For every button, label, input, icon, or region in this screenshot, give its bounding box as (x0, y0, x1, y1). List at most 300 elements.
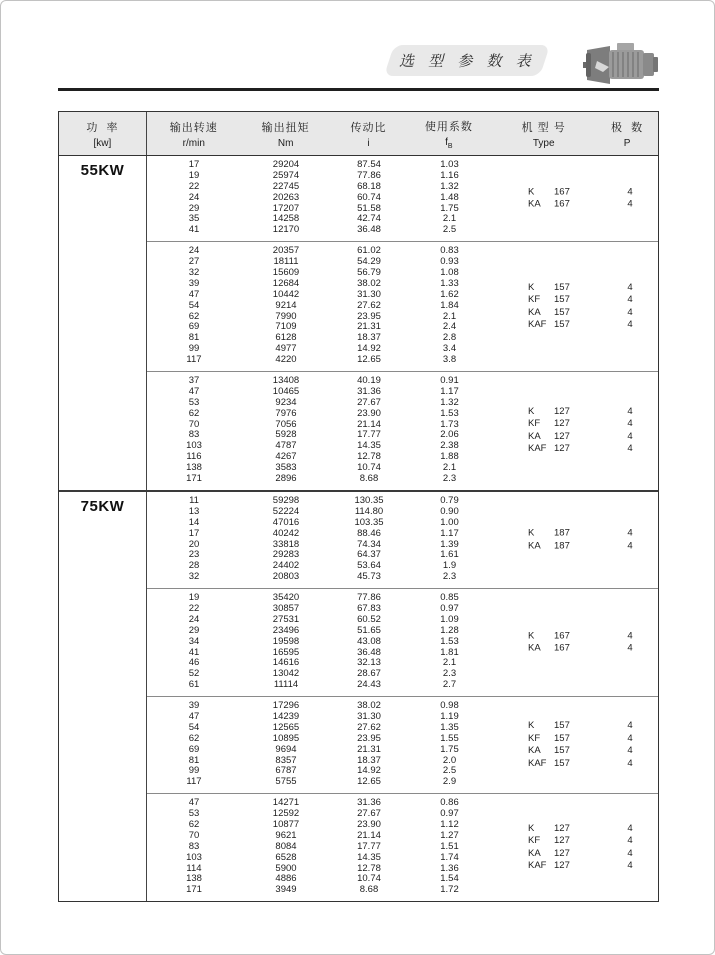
pole-count: 4 (627, 527, 633, 539)
output-speed-value: 171 (186, 473, 202, 485)
model-prefix: KA (528, 540, 541, 551)
output-speed-value: 62 (188, 407, 200, 419)
output-speed-value: 53 (188, 808, 200, 820)
model-list (492, 823, 659, 873)
model-series: 187 (554, 527, 570, 539)
power-section (59, 490, 658, 901)
power-cell (59, 156, 147, 490)
data-row (147, 496, 658, 507)
ratio-value: 53.64 (357, 560, 381, 572)
data-row (147, 507, 658, 518)
title-badge (384, 45, 550, 76)
column-header-unit: [kw] (93, 137, 112, 149)
ratio-value: 17.77 (357, 429, 381, 441)
service-factor-value: 2.9 (442, 776, 457, 788)
ratio-value: 32.13 (357, 657, 381, 669)
service-factor-value: 1.12 (440, 818, 459, 830)
model-list (492, 720, 659, 770)
column-header (147, 112, 241, 155)
output-speed-value: 54 (188, 721, 200, 733)
service-factor-value: 1.54 (440, 873, 459, 885)
model-list (492, 528, 659, 553)
data-row (147, 214, 658, 225)
service-factor-value: 1.62 (440, 288, 459, 300)
service-factor-value: 2.3 (442, 571, 457, 583)
service-factor-value: 2.06 (440, 429, 459, 441)
output-torque-value: 3583 (275, 462, 297, 474)
output-torque-value: 13408 (272, 375, 300, 387)
service-factor-value: 2.1 (442, 657, 457, 669)
output-torque-value: 4267 (275, 451, 297, 463)
output-torque-value: 17296 (272, 700, 300, 712)
model-line (492, 835, 659, 848)
ratio-value: 8.68 (359, 473, 379, 485)
power-rating: 75KW (80, 497, 125, 515)
ratio-block (147, 696, 658, 793)
output-torque-value: 5928 (275, 429, 297, 441)
ratio-value: 38.02 (357, 700, 381, 712)
model-series: 157 (554, 745, 570, 757)
pole-count: 4 (627, 281, 633, 293)
ratio-value: 14.92 (357, 343, 381, 355)
model-prefix: K (528, 630, 535, 642)
ratio-value: 56.79 (357, 267, 381, 279)
column-header-zh: 机 型 号 (521, 121, 566, 134)
output-speed-value: 17 (188, 159, 200, 170)
output-speed-value: 22 (188, 602, 200, 614)
table-header (59, 112, 658, 156)
output-torque-value: 3949 (275, 884, 297, 896)
column-header-unit: i (367, 137, 370, 149)
column-header (406, 112, 491, 155)
service-factor-value: 2.0 (442, 754, 457, 766)
column-header (59, 112, 147, 155)
ratio-value: 18.37 (357, 754, 381, 766)
ratio-value: 27.62 (357, 721, 381, 733)
service-factor-value: 1.61 (440, 549, 459, 561)
output-speed-value: 99 (188, 765, 200, 777)
output-speed-value: 19 (188, 592, 200, 604)
ratio-value: 31.36 (357, 797, 381, 809)
output-speed-value: 83 (188, 840, 200, 852)
output-speed-value: 46 (188, 657, 200, 669)
output-speed-value: 62 (188, 310, 200, 322)
service-factor-value: 2.38 (440, 440, 459, 452)
ratio-value: 27.67 (357, 808, 381, 820)
output-torque-value: 12565 (272, 721, 300, 733)
model-prefix: KF (528, 732, 541, 744)
ratio-value: 64.37 (357, 549, 381, 561)
model-line (492, 294, 659, 307)
output-speed-value: 116 (186, 451, 202, 463)
model-series: 127 (554, 860, 570, 872)
service-factor-value: 2.3 (442, 668, 457, 680)
output-torque-value: 10895 (272, 732, 300, 744)
ratio-value: 21.14 (357, 829, 381, 841)
data-row (147, 474, 658, 485)
output-torque-value: 9214 (275, 299, 297, 311)
model-line (492, 319, 659, 332)
ratio-blocks (147, 492, 658, 901)
output-speed-value: 103 (186, 851, 202, 863)
service-factor-value: 0.93 (440, 256, 459, 268)
model-prefix: KF (528, 418, 541, 430)
model-line (492, 848, 659, 861)
ratio-value: 21.31 (357, 743, 381, 755)
model-line (492, 443, 659, 456)
output-torque-value: 27531 (272, 613, 300, 625)
output-speed-value: 62 (188, 732, 200, 744)
data-row (147, 355, 658, 366)
pole-count: 4 (627, 418, 633, 430)
model-prefix: KA (528, 642, 541, 654)
model-prefix: KAF (528, 319, 547, 331)
output-speed-value: 19 (188, 169, 200, 181)
model-series: 127 (554, 443, 570, 455)
output-torque-value: 12592 (272, 808, 300, 820)
model-prefix: KF (528, 294, 541, 306)
ratio-block (147, 241, 658, 371)
data-row (147, 798, 658, 809)
output-torque-value: 7109 (275, 321, 297, 333)
service-factor-value: 2.1 (442, 462, 457, 474)
selection-parameter-table (58, 111, 659, 902)
model-line (492, 745, 659, 758)
model-series: 127 (554, 835, 570, 847)
model-series: 127 (554, 847, 570, 859)
output-torque-value: 29204 (272, 159, 300, 170)
output-speed-value: 11 (189, 494, 199, 506)
pole-count: 4 (627, 642, 633, 654)
service-factor-value: 2.4 (442, 321, 457, 333)
model-list (492, 282, 659, 332)
model-series: 157 (554, 732, 570, 744)
data-row (147, 680, 658, 691)
output-torque-value: 40242 (272, 527, 300, 539)
service-factor-value: 1.32 (440, 180, 459, 192)
model-line (492, 186, 659, 199)
ratio-block (147, 793, 658, 901)
output-torque-value: 10877 (272, 818, 300, 830)
ratio-value: 31.36 (357, 385, 381, 397)
output-speed-value: 103 (186, 440, 202, 452)
output-torque-value: 14616 (272, 657, 300, 669)
output-speed-value: 47 (188, 385, 200, 397)
service-factor-value: 0.97 (440, 602, 459, 614)
model-prefix: K (528, 405, 535, 417)
service-factor-value: 0.85 (440, 592, 459, 604)
power-cell (59, 492, 147, 901)
service-factor-value: 0.83 (440, 245, 459, 257)
pole-count: 4 (627, 319, 633, 331)
output-torque-value: 30857 (272, 602, 300, 614)
output-torque-value: 24402 (272, 560, 300, 572)
output-speed-value: 62 (188, 818, 200, 830)
ratio-blocks (147, 156, 658, 490)
output-torque-value: 20803 (272, 571, 300, 583)
model-list (492, 630, 659, 655)
service-factor-value: 1.39 (440, 538, 459, 550)
ratio-value: 31.30 (357, 710, 381, 722)
output-torque-value: 13042 (272, 668, 300, 680)
ratio-value: 88.46 (357, 527, 381, 539)
pole-count: 4 (627, 443, 633, 455)
output-speed-value: 13 (188, 505, 200, 517)
data-row (147, 658, 658, 669)
output-torque-value: 9234 (275, 396, 297, 408)
pole-count: 4 (627, 822, 633, 834)
column-header-zh: 极 数 (610, 121, 644, 134)
service-factor-value: 1.51 (440, 840, 459, 852)
model-line (492, 733, 659, 746)
model-list (492, 406, 659, 456)
service-factor-value: 0.97 (440, 808, 459, 820)
output-speed-value: 99 (188, 343, 200, 355)
output-torque-value: 35420 (272, 592, 300, 604)
column-header-unit: Type (532, 137, 555, 149)
output-torque-value: 15609 (272, 267, 300, 279)
output-torque-value: 7056 (275, 418, 297, 430)
service-factor-value: 1.16 (440, 169, 459, 181)
service-factor-value: 1.84 (440, 299, 459, 311)
model-series: 157 (554, 757, 570, 769)
data-row (147, 885, 658, 896)
output-torque-value: 5900 (275, 862, 297, 874)
pole-count: 4 (627, 835, 633, 847)
output-speed-value: 53 (188, 396, 200, 408)
service-factor-value: 1.35 (440, 721, 459, 733)
output-torque-value: 14271 (272, 797, 300, 809)
output-torque-value: 16595 (272, 646, 300, 658)
column-header-zh: 输出扭矩 (261, 121, 310, 134)
output-speed-value: 47 (188, 710, 200, 722)
column-header (331, 112, 407, 155)
ratio-value: 77.86 (357, 169, 381, 181)
data-row (147, 809, 658, 820)
model-prefix: KAF (528, 860, 547, 872)
power-section (59, 156, 658, 490)
data-row (147, 257, 658, 268)
output-torque-value: 6528 (275, 851, 297, 863)
service-factor-value: 2.5 (442, 765, 457, 777)
output-speed-value: 35 (188, 213, 200, 225)
column-header-zh: 传动比 (350, 121, 387, 134)
column-header-zh: 输出转速 (169, 121, 218, 134)
output-speed-value: 69 (188, 743, 200, 755)
service-factor-value: 1.53 (440, 407, 459, 419)
ratio-value: 87.54 (357, 159, 381, 170)
ratio-value: 10.74 (357, 873, 381, 885)
model-prefix: KAF (528, 443, 547, 455)
output-torque-value: 9694 (275, 743, 297, 755)
output-torque-value: 19598 (272, 635, 300, 647)
data-row (147, 604, 658, 615)
data-row (147, 344, 658, 355)
pole-count: 4 (627, 732, 633, 744)
output-speed-value: 171 (186, 884, 202, 896)
output-torque-value: 5755 (275, 776, 297, 788)
data-row (147, 874, 658, 885)
pole-count: 4 (627, 186, 633, 198)
ratio-value: 36.48 (357, 646, 381, 658)
model-line (492, 282, 659, 295)
data-row (147, 463, 658, 474)
output-torque-value: 8084 (275, 840, 297, 852)
model-series: 157 (554, 294, 570, 306)
output-speed-value: 70 (188, 829, 200, 841)
service-factor-value: 1.03 (440, 159, 459, 170)
ratio-value: 21.14 (357, 418, 381, 430)
output-torque-value: 7976 (275, 407, 297, 419)
service-factor-value: 1.53 (440, 635, 459, 647)
ratio-value: 51.58 (357, 202, 381, 214)
model-prefix: KA (528, 847, 541, 859)
ratio-value: 12.65 (357, 776, 381, 788)
column-header-zh: 功 率 (86, 121, 119, 134)
ratio-block (147, 588, 658, 696)
output-torque-value: 12170 (272, 224, 300, 236)
output-speed-value: 117 (186, 354, 202, 366)
column-header (596, 112, 658, 155)
ratio-block (147, 371, 658, 490)
output-torque-value: 12684 (272, 277, 300, 289)
pole-count: 4 (627, 757, 633, 769)
output-torque-value: 2896 (275, 473, 297, 485)
service-factor-value: 1.48 (440, 191, 459, 203)
ratio-value: 23.90 (357, 818, 381, 830)
model-series: 167 (554, 186, 570, 198)
data-row (147, 333, 658, 344)
ratio-value: 14.92 (357, 765, 381, 777)
service-factor-value: 1.19 (440, 710, 459, 722)
service-factor-value: 1.00 (440, 516, 459, 528)
service-factor-value: 2.3 (442, 473, 457, 485)
ratio-value: 77.86 (357, 592, 381, 604)
ratio-block (147, 492, 658, 588)
output-torque-value: 18111 (273, 256, 299, 268)
output-speed-value: 27 (188, 256, 200, 268)
pole-count: 4 (627, 745, 633, 757)
data-row (147, 572, 658, 583)
output-torque-value: 4886 (275, 873, 297, 885)
service-factor-value: 1.17 (440, 385, 459, 397)
output-speed-value: 14 (188, 516, 200, 528)
model-series: 167 (554, 630, 570, 642)
model-prefix: KA (528, 745, 541, 757)
data-row (147, 246, 658, 257)
output-torque-value: 33818 (272, 538, 300, 550)
data-row (147, 777, 658, 788)
output-speed-value: 54 (188, 299, 200, 311)
output-torque-value: 8357 (275, 754, 297, 766)
service-factor-value: 1.27 (440, 829, 459, 841)
gearmotor-photo (583, 41, 661, 89)
data-row (147, 268, 658, 279)
ratio-value: 130.35 (354, 494, 384, 506)
output-torque-value: 10465 (272, 385, 300, 397)
output-torque-value: 7990 (275, 310, 297, 322)
ratio-value: 60.52 (357, 613, 381, 625)
ratio-value: 74.34 (357, 538, 381, 550)
ratio-block (147, 156, 658, 241)
output-speed-value: 69 (188, 321, 200, 333)
output-speed-value: 24 (188, 613, 200, 625)
data-row (147, 615, 658, 626)
output-speed-value: 22 (188, 180, 200, 192)
model-prefix: K (528, 186, 535, 198)
model-line (492, 199, 659, 212)
ratio-value: 23.95 (357, 732, 381, 744)
ratio-value: 27.67 (357, 396, 381, 408)
output-speed-value: 32 (188, 571, 200, 583)
model-series: 157 (554, 281, 570, 293)
output-speed-value: 81 (188, 754, 200, 766)
model-line (492, 630, 659, 643)
model-line (492, 823, 659, 836)
service-factor-value: 3.8 (442, 354, 457, 366)
output-speed-value: 39 (188, 277, 200, 289)
output-torque-value: 10442 (272, 288, 300, 300)
data-row (147, 669, 658, 680)
pole-count: 4 (627, 294, 633, 306)
model-series: 157 (554, 306, 570, 318)
model-series: 157 (554, 319, 570, 331)
column-header-zh: 使用系数 (424, 120, 473, 133)
output-speed-value: 81 (188, 332, 200, 344)
service-factor-value: 1.17 (440, 527, 459, 539)
service-factor-value: 1.88 (440, 451, 459, 463)
pole-count: 4 (627, 430, 633, 442)
output-torque-value: 22745 (272, 180, 300, 192)
output-speed-value: 20 (188, 538, 200, 550)
output-torque-value: 4220 (275, 354, 297, 366)
service-factor-value: 0.91 (440, 375, 459, 387)
output-torque-value: 29283 (272, 549, 300, 561)
ratio-value: 103.35 (354, 516, 384, 528)
output-torque-value: 59298 (272, 494, 300, 506)
output-torque-value: 17207 (272, 202, 300, 214)
pole-count: 4 (627, 630, 633, 642)
ratio-value: 54.29 (357, 256, 381, 268)
output-speed-value: 29 (188, 624, 200, 636)
model-series: 187 (554, 540, 570, 551)
data-row (147, 387, 658, 398)
output-speed-value: 47 (188, 288, 200, 300)
service-factor-value: 1.75 (440, 743, 459, 755)
service-factor-value: 1.33 (440, 277, 459, 289)
model-prefix: K (528, 720, 535, 732)
model-series: 127 (554, 418, 570, 430)
model-line (492, 860, 659, 873)
ratio-value: 68.18 (357, 180, 381, 192)
model-line (492, 418, 659, 431)
service-factor-value: 1.74 (440, 851, 459, 863)
output-speed-value: 70 (188, 418, 200, 430)
output-torque-value: 52224 (272, 505, 300, 517)
service-factor-value: 1.75 (440, 202, 459, 214)
output-speed-value: 39 (188, 700, 200, 712)
model-line (492, 540, 659, 553)
model-line (492, 431, 659, 444)
ratio-value: 23.95 (357, 310, 381, 322)
ratio-value: 12.65 (357, 354, 381, 366)
service-factor-value: 1.81 (440, 646, 459, 658)
output-speed-value: 29 (188, 202, 200, 214)
output-speed-value: 32 (188, 267, 200, 279)
output-speed-value: 41 (188, 646, 200, 658)
output-speed-value: 23 (188, 549, 200, 561)
service-factor-value: 1.72 (440, 884, 459, 896)
